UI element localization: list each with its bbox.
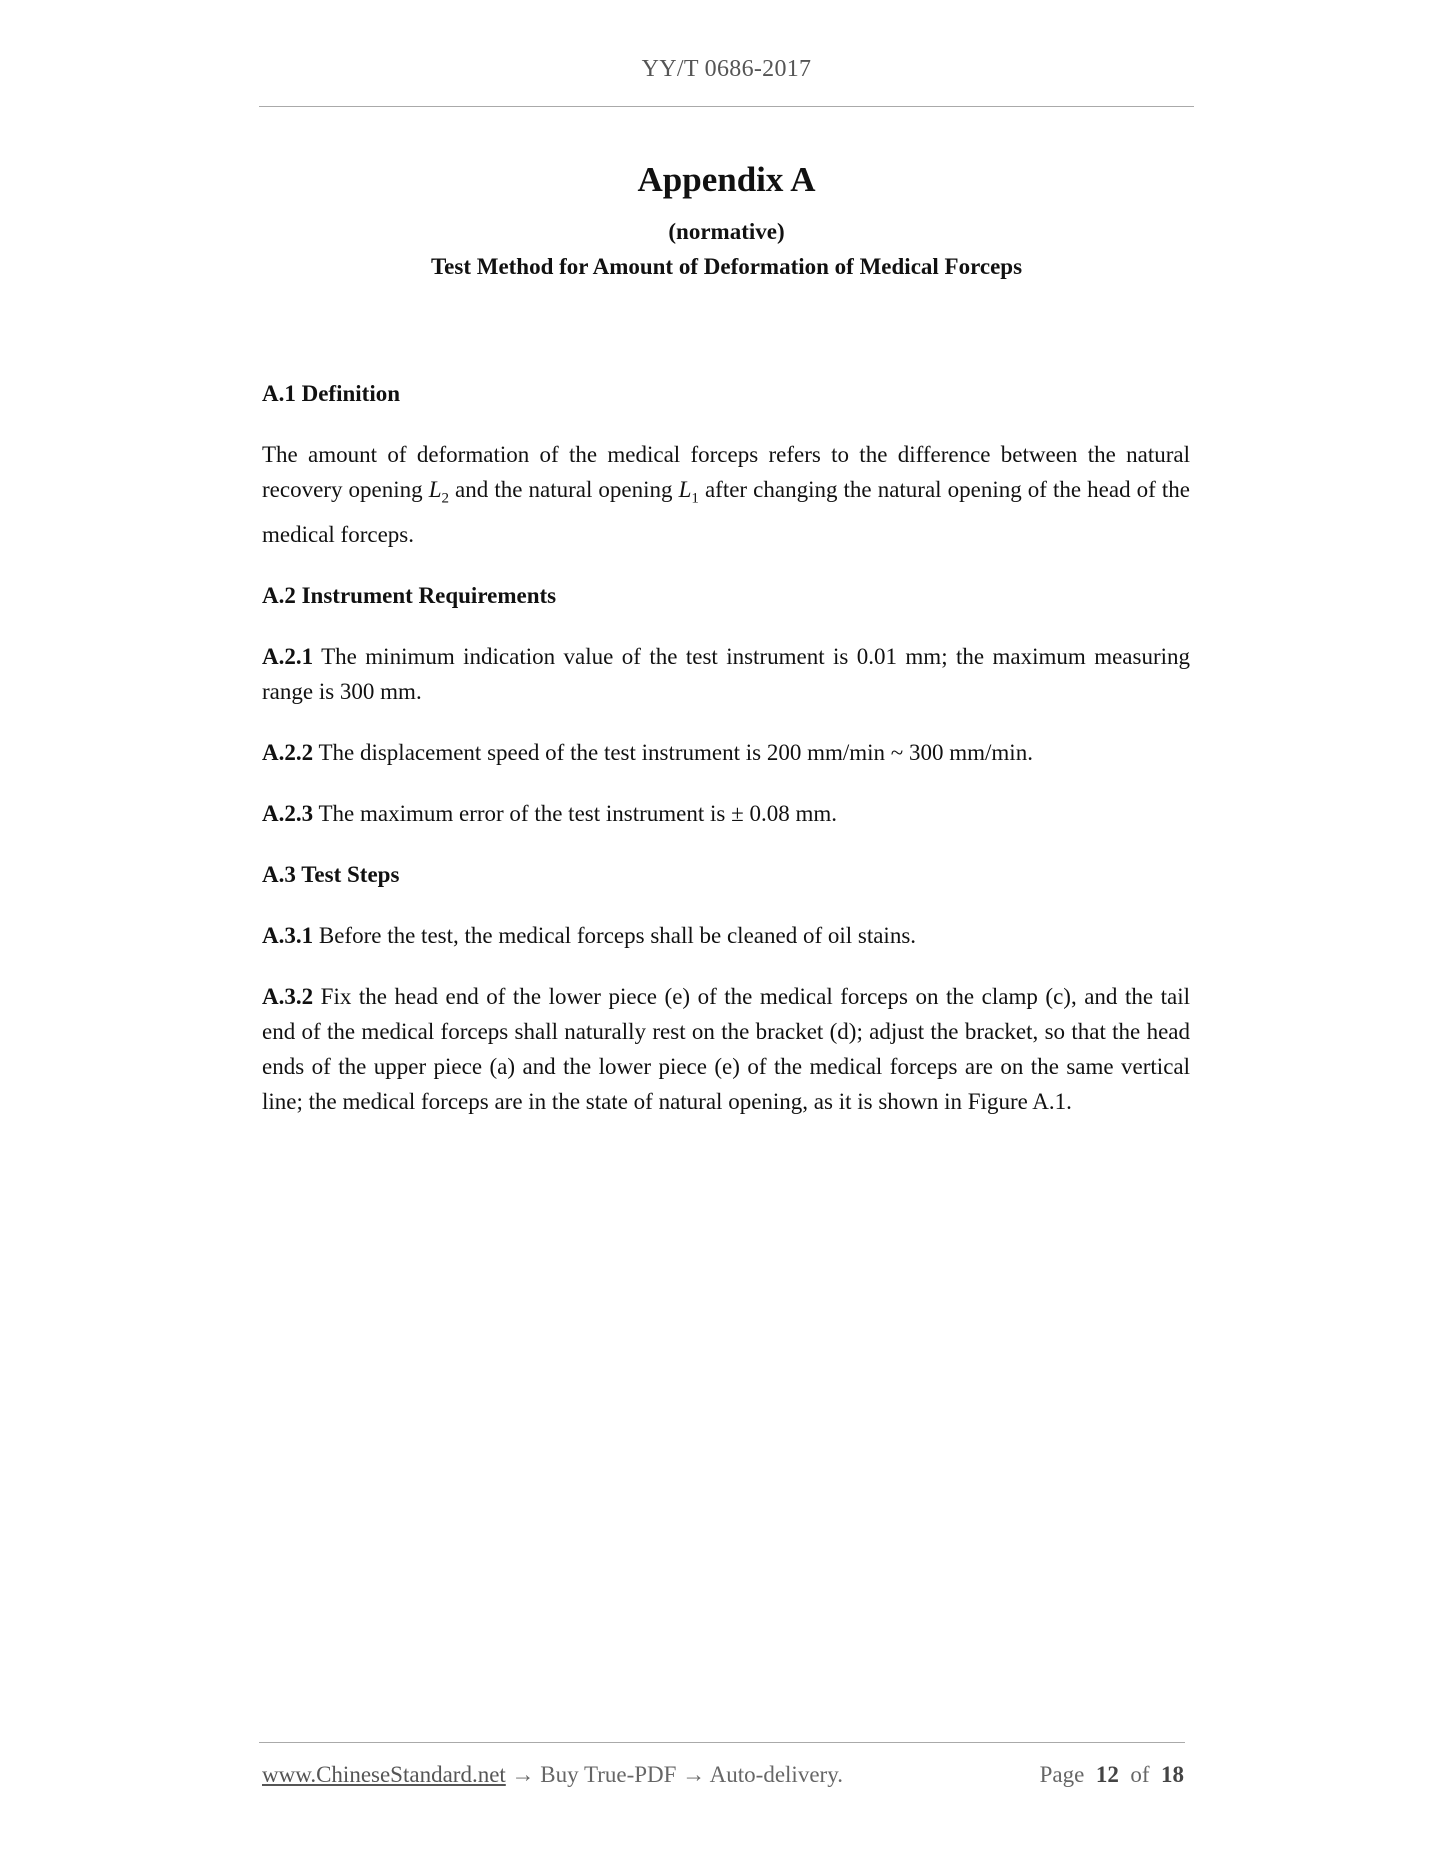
clause-a3-1 (262, 918, 1190, 953)
clause-a2-3 (262, 796, 1190, 831)
clause-a2-1 (262, 639, 1190, 709)
clause-number: A.2.3 (262, 800, 314, 826)
appendix-title: Appendix A (637, 160, 816, 199)
footer-divider (259, 1742, 1185, 1743)
clause-text: The displacement speed of the test instrument is 200 mm/min ~ 300 mm/min. (313, 739, 1033, 765)
section-heading-a3: A.3 Test Steps (262, 861, 400, 887)
section-heading-a2: A.2 Instrument Requirements (262, 582, 557, 608)
clause-text: Before the test, the medical forceps shall be cleaned of oil stains. (313, 922, 917, 948)
definition-text-3: after changing the natural opening of the head of the medical forceps. (262, 477, 1190, 547)
arrow-icon: → (505, 1762, 541, 1787)
page-indicator (1040, 1760, 1184, 1790)
section-heading-a1: A.1 Definition (262, 381, 400, 406)
clause-text: Fix the head end of the lower piece (e) of the medical forceps on the clamp (c), and the tail end of the medical forceps shall naturally rest on the bracket (d); adjust the bracket, so that the head ends of the upper piece (a) and the lower piece (e) of the medical forceps are on the same vertical line; the medical forceps are in the state of natural opening, as it is shown in Figure A.1. (262, 983, 1190, 1114)
clause-text: The minimum indication value of the test instrument is 0.01 mm; the maximum measuring range is 300 mm. (262, 643, 1190, 704)
variable-l1: $L_1$ (678, 477, 699, 507)
document-body (262, 376, 1190, 1145)
appendix-name: Test Method for Amount of Deformation of Medical Forceps (430, 254, 1023, 279)
document-code-header: YY/T 0686-2017 (641, 56, 812, 82)
clause-a2-2 (262, 735, 1190, 770)
definition-paragraph (262, 437, 1190, 552)
variable-l2: $L_2$ (428, 477, 449, 507)
buy-text: Buy True-PDF (540, 1762, 677, 1787)
delivery-text: Auto-delivery. (709, 1762, 843, 1787)
total-page-number: 18 (1161, 1762, 1184, 1787)
clause-number: A.3.1 (262, 922, 314, 948)
page-footer (262, 1760, 1184, 1790)
website-link[interactable]: www.ChineseStandard.net (262, 1762, 506, 1787)
clause-number: A.2.2 (262, 739, 314, 765)
appendix-type: (normative) (668, 219, 785, 244)
clause-number: A.2.1 (262, 643, 314, 669)
header-divider (259, 106, 1194, 107)
of-label: of (1130, 1762, 1150, 1787)
footer-promo (262, 1760, 843, 1790)
clause-a3-2 (262, 979, 1190, 1119)
clause-text: The maximum error of the test instrument is ± 0.08 mm. (313, 800, 837, 826)
arrow-icon: → (676, 1762, 710, 1787)
page-label: Page (1039, 1762, 1085, 1787)
definition-text-1: The amount of deformation of the medical forceps refers to the difference between the natural recovery opening (262, 442, 1190, 502)
current-page-number: 12 (1095, 1762, 1119, 1787)
definition-text-2: and the natural opening (448, 477, 679, 502)
clause-number: A.3.2 (262, 983, 314, 1009)
